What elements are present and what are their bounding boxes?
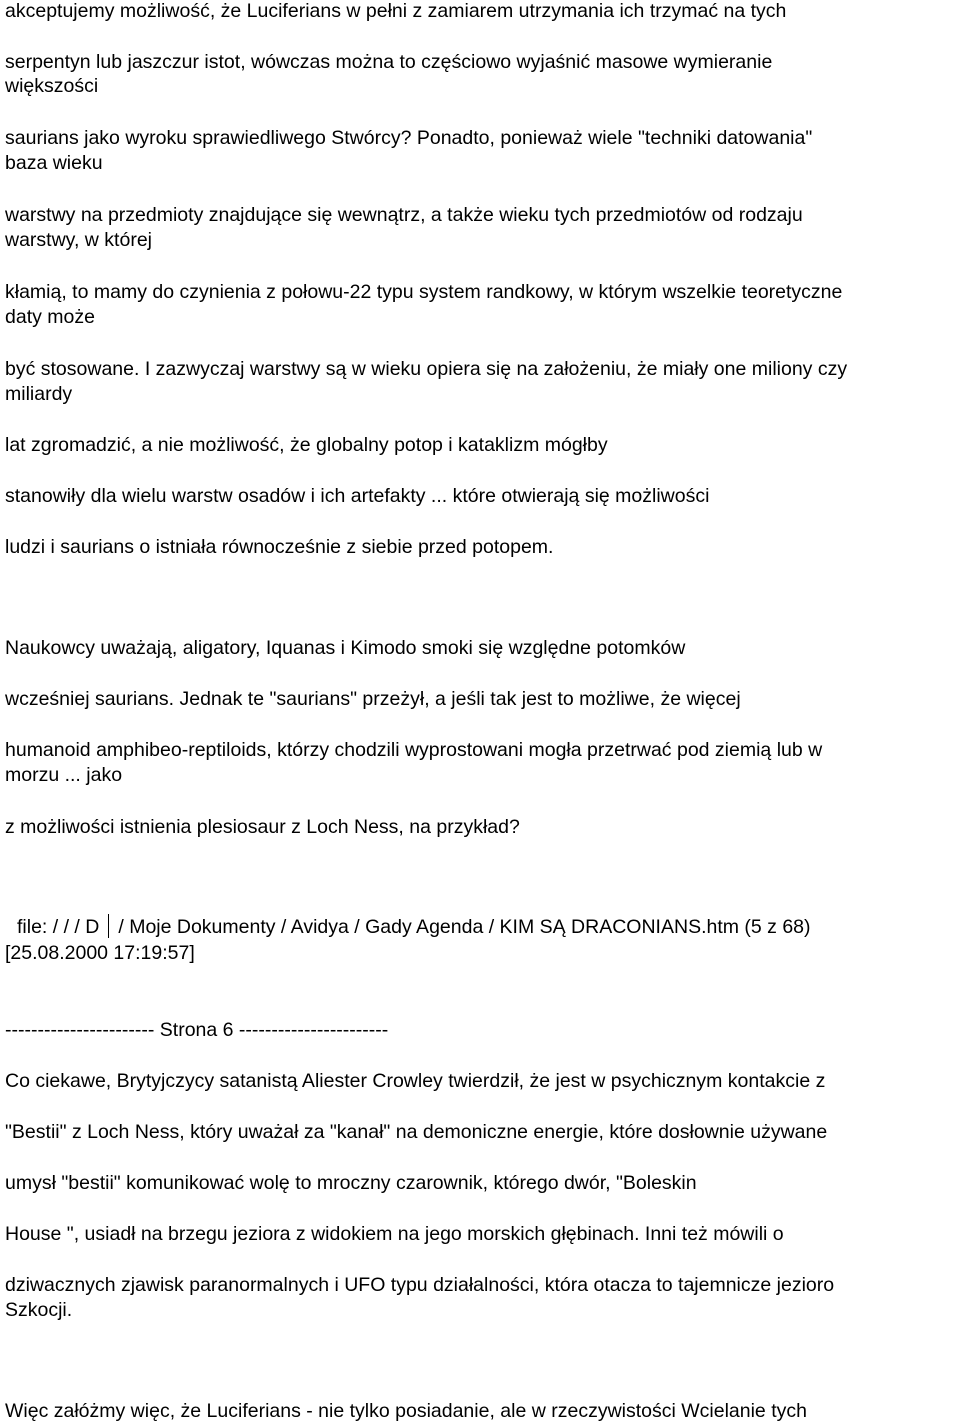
page-separator: ----------------------- Strona 6 ----------------------- <box>5 1019 389 1041</box>
text-line: Więc załóżmy więc, że Luciferians - nie tylko posiadanie, ale w rzeczywistości Wcielanie tych <box>5 1400 807 1422</box>
footer-path-rest: / Moje Dokumenty / Avidya / Gady Agenda / KIM SĄ DRACONIANS.htm (5 z 68) <box>118 916 811 938</box>
text-line: "Bestii" z Loch Ness, który uważał za "kanał" na demoniczne energie, które dosłownie używane <box>5 1121 828 1143</box>
text-line: warstwy, w której <box>5 229 152 251</box>
text-line: z możliwości istnienia plesiosaur z Loch Ness, na przykład? <box>5 816 520 838</box>
text-line: Szkocji. <box>5 1299 73 1321</box>
text-line: humanoid amphibeo-reptiloids, którzy chodzili wyprostowani mogła przetrwać pod ziemią lub w <box>5 739 823 761</box>
text-line: baza wieku <box>5 152 103 174</box>
text-line: kłamią, to mamy do czynienia z połowu-22 typu system randkowy, w którym wszelkie teoretyczne <box>5 281 843 303</box>
text-line: lat zgromadzić, a nie możliwość, że globalny potop i kataklizm mógłby <box>5 434 608 456</box>
text-line: większości <box>5 75 99 97</box>
text-line: saurians jako wyroku sprawiedliwego Stwórcy? Ponadto, ponieważ wiele "techniki datowania" <box>5 127 813 149</box>
page-footer-timestamp: [25.08.2000 17:19:57] <box>5 942 195 964</box>
text-line: ludzi i saurians o istniała równocześnie z siebie przed potopem. <box>5 536 554 558</box>
footer-path-start: file: / / / D <box>17 916 100 938</box>
text-line: warstwy na przedmioty znajdujące się wewnątrz, a także wieku tych przedmiotów od rodzaju <box>5 204 803 226</box>
text-line: Co ciekawe, Brytyjczycy satanistą Aliester Crowley twierdził, że jest w psychicznym kontakcie z <box>5 1070 826 1092</box>
text-line: wcześniej saurians. Jednak te "saurians" przeżył, a jeśli tak jest to możliwe, że więcej <box>5 688 741 710</box>
page-footer-path <box>5 914 957 940</box>
text-line: daty może <box>5 306 95 328</box>
text-line: House ", usiadł na brzegu jeziora z widokiem na jego morskich głębinach. Inni też mówili o <box>5 1223 784 1245</box>
text-line: morzu ... jako <box>5 764 123 786</box>
text-line: Naukowcy uważają, aligatory, Iquanas i Kimodo smoki się względne potomków <box>5 637 686 659</box>
text-line: być stosowane. I zazwyczaj warstwy są w wieku opiera się na założeniu, że miały one miliony czy <box>5 358 848 380</box>
text-line: serpentyn lub jaszczur istot, wówczas można to częściowo wyjaśnić masowe wymieranie <box>5 51 773 73</box>
text-line: dziwacznych zjawisk paranormalnych i UFO typu działalności, która otacza to tajemnicze jezioro <box>5 1274 835 1296</box>
separator-bar <box>108 914 109 938</box>
text-line: stanowiły dla wielu warstw osadów i ich artefakty ... które otwierają się możliwości <box>5 485 710 507</box>
text-line: akceptujemy możliwość, że Luciferians w pełni z zamiarem utrzymania ich trzymać na tych <box>5 0 787 22</box>
text-line: miliardy <box>5 383 73 405</box>
text-line: umysł "bestii" komunikować wolę to mroczny czarownik, którego dwór, "Boleskin <box>5 1172 697 1194</box>
